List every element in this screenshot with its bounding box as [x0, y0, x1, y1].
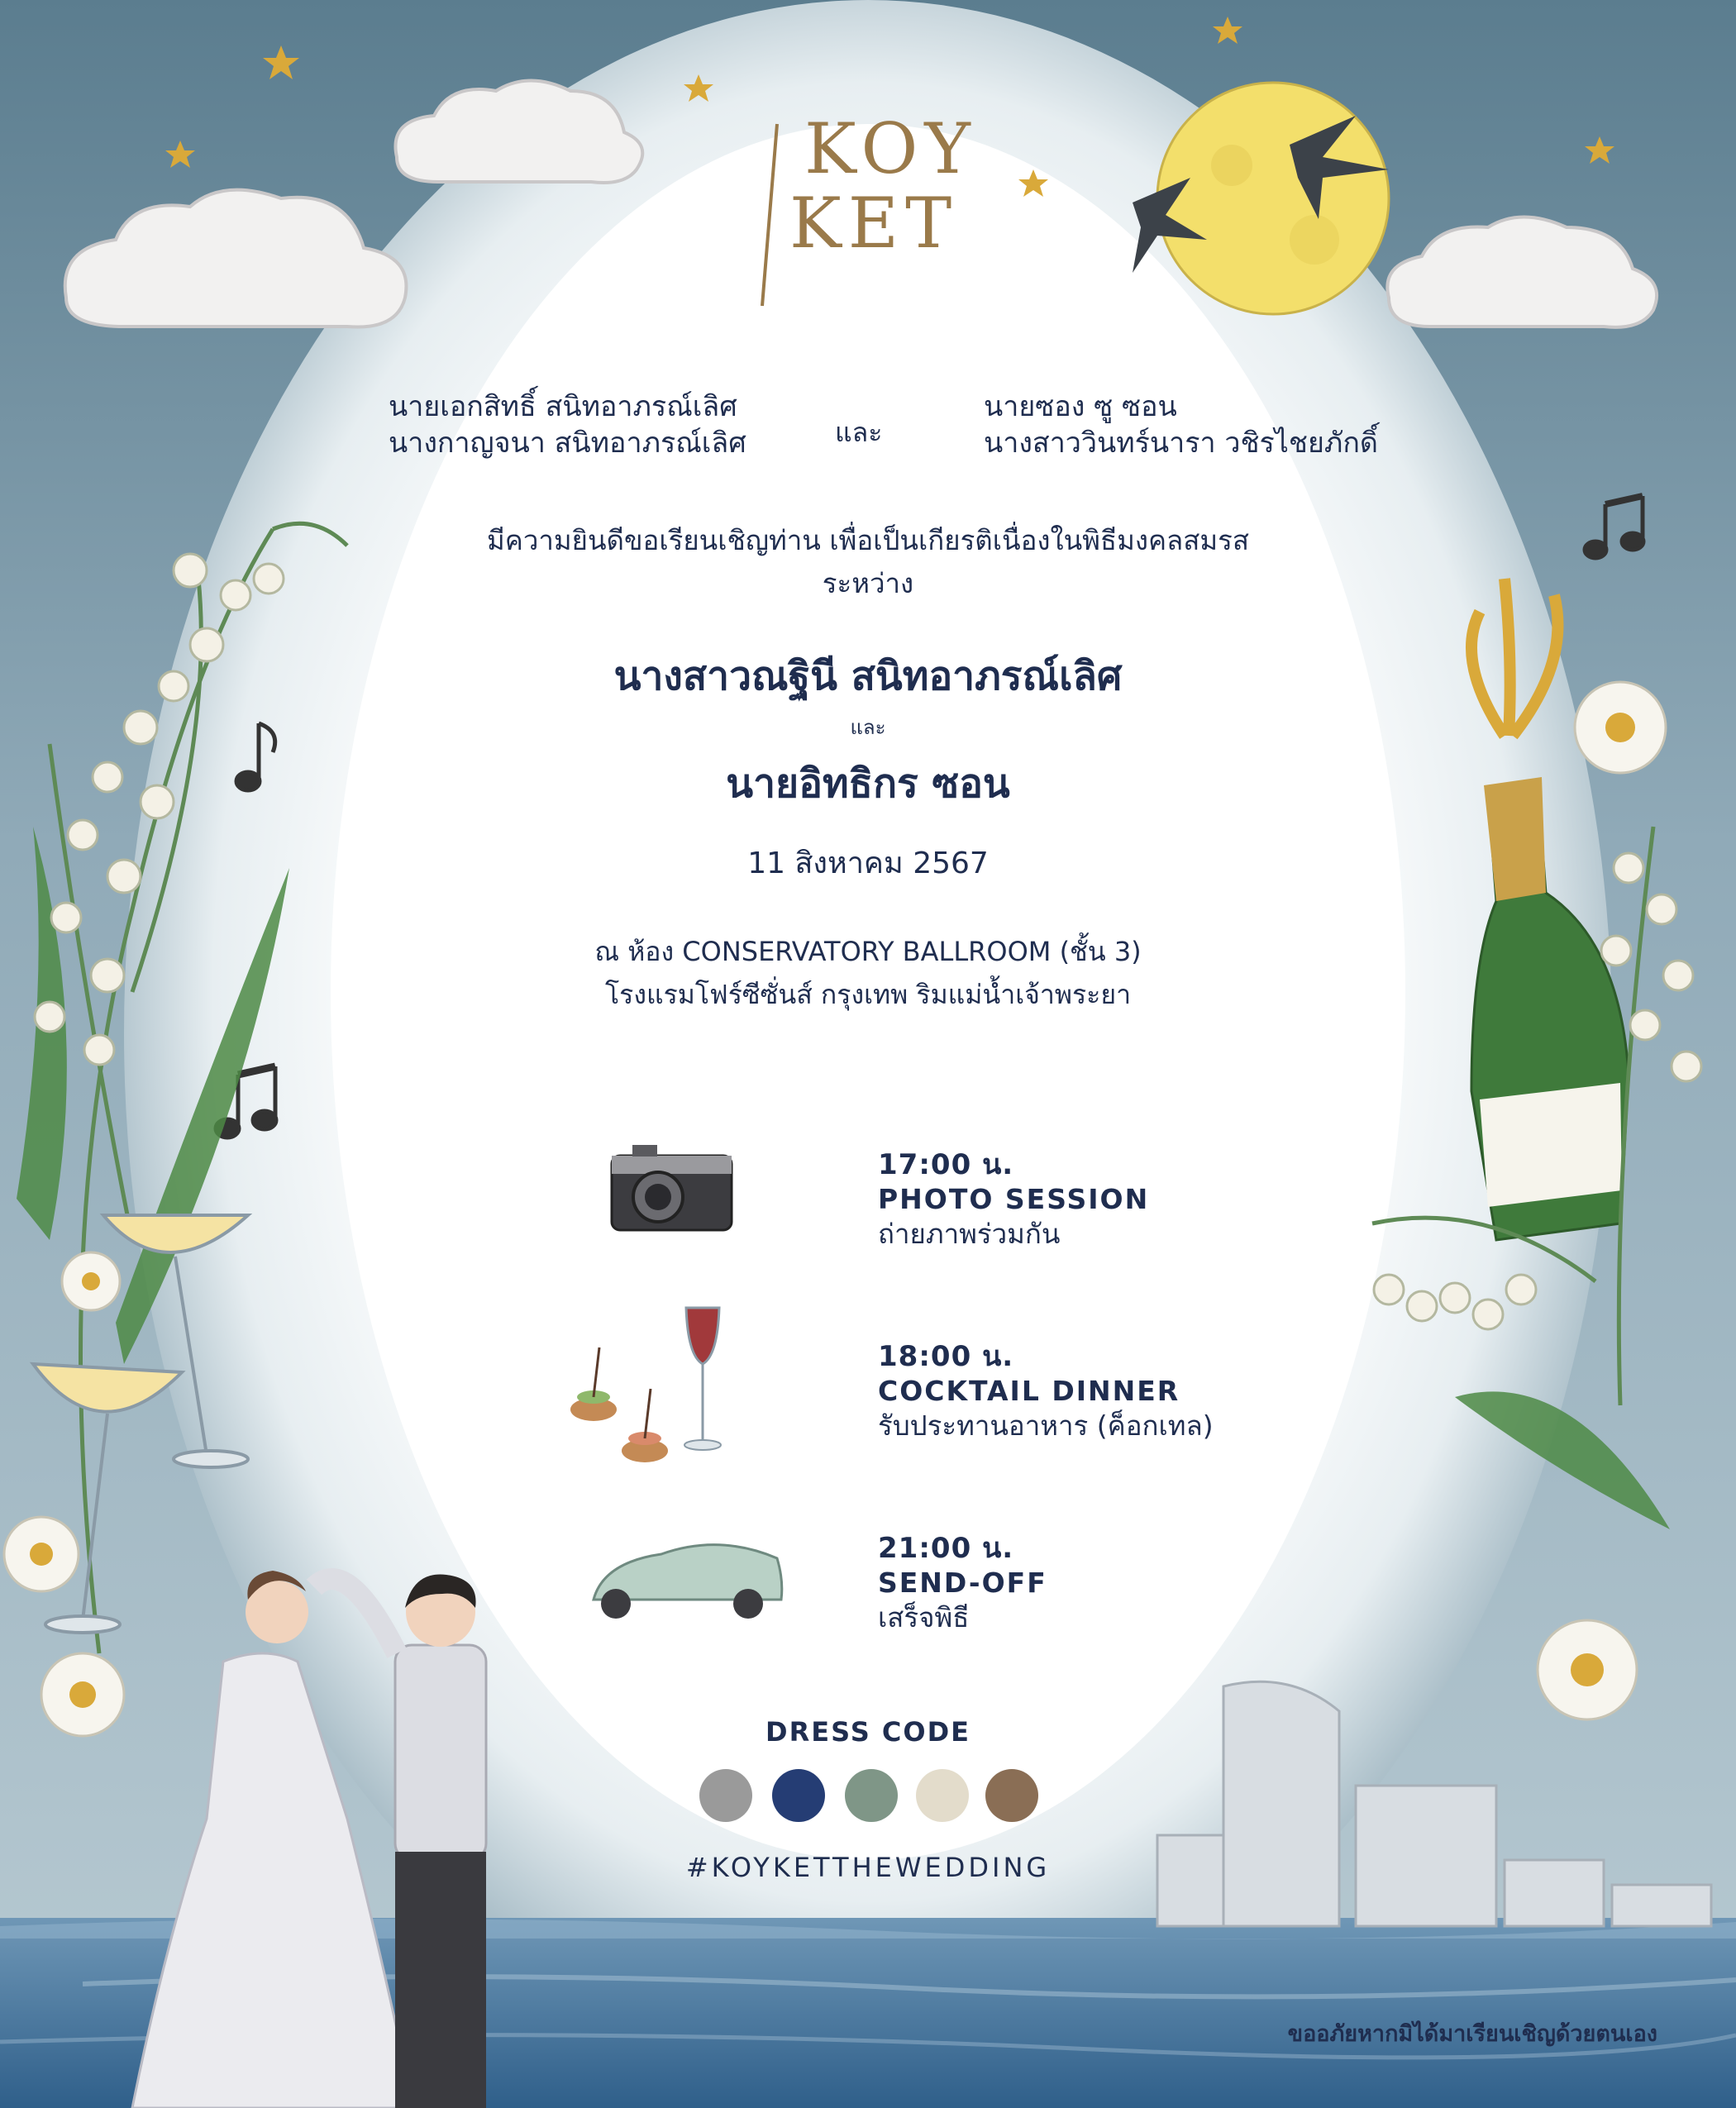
groom-parents [984, 389, 1378, 461]
daisy-flower-icon [4, 1252, 124, 1736]
wedding-date: 11 สิงหาคม 2567 [747, 847, 989, 880]
invitation-line2: ระหว่าง [822, 567, 914, 599]
venue [0, 930, 1736, 1016]
groom-name: นายอิทธิกร ซอน [726, 761, 1010, 807]
schedule-item-photo-session [878, 1147, 1149, 1252]
invitation-text [0, 519, 1736, 605]
footer-apology-note: ขออภัยหากมิได้มาเรียนเชิญด้วยตนเอง [1287, 2021, 1657, 2047]
monogram [765, 108, 977, 264]
groom-father: นายซอง ซู ซอน [984, 390, 1177, 423]
dress-code-swatch-sage [845, 1769, 898, 1822]
schedule-item-cocktail-dinner [878, 1339, 1214, 1443]
schedule-description: ถ่ายภาพร่วมกัน [878, 1218, 1061, 1250]
cocktail-icon [570, 1308, 721, 1462]
venue-line1: ณ ห้อง CONSERVATORY BALLROOM (ชั้น 3) [594, 936, 1142, 967]
camera-icon [612, 1145, 732, 1230]
schedule-time: 17:00 น. [878, 1148, 1014, 1181]
bride-mother: นางกาญจนา สนิทอาภรณ์เลิศ [389, 427, 746, 460]
couple-conjunction: และ [850, 716, 886, 739]
monogram-line1: KOY [804, 108, 977, 189]
invitation-line1: มีความยินดีขอเรียนเชิญท่าน เพื่อเป็นเกียรติเนื่องในพิธีมงคลสมรส [486, 524, 1250, 556]
schedule-description: เสร็จพิธี [878, 1601, 970, 1633]
schedule-time: 18:00 น. [878, 1340, 1014, 1373]
bride-name: นางสาวณฐินี สนิทอาภรณ์เลิศ [613, 653, 1123, 699]
car-icon [594, 1545, 782, 1619]
groom-mother: นางสาววินทร์นารา วชิรไชยภักดิ์ [984, 427, 1378, 460]
parents-conjunction: และ [835, 417, 883, 448]
hashtag: #KOYKETTHEWEDDING [685, 1852, 1051, 1883]
bride-father: นายเอกสิทธิ์ สนิทอาภรณ์เลิศ [389, 390, 737, 423]
monogram-line2: KET [789, 183, 959, 264]
schedule-event-name: PHOTO SESSION [878, 1183, 1150, 1215]
schedule-description: รับประทานอาหาร (ค็อกเทล) [878, 1409, 1214, 1442]
dress-code-swatch-grey [699, 1769, 752, 1822]
dress-code-swatch-cream [916, 1769, 969, 1822]
dancing-couple-illustration [132, 1571, 486, 2108]
schedule-time: 21:00 น. [878, 1532, 1014, 1565]
dress-code-swatch-navy [772, 1769, 825, 1822]
bride-parents [389, 389, 746, 461]
schedule-item-send-off [878, 1531, 1047, 1635]
schedule-event-name: COCKTAIL DINNER [878, 1375, 1180, 1407]
dress-code-swatch-brown [985, 1769, 1038, 1822]
dress-code-title: DRESS CODE [765, 1716, 971, 1748]
venue-line2: โรงแรมโฟร์ซีซั่นส์ กรุงเทพ ริมแม่น้ำเจ้าพระยา [604, 979, 1132, 1010]
schedule-event-name: SEND-OFF [878, 1567, 1047, 1599]
